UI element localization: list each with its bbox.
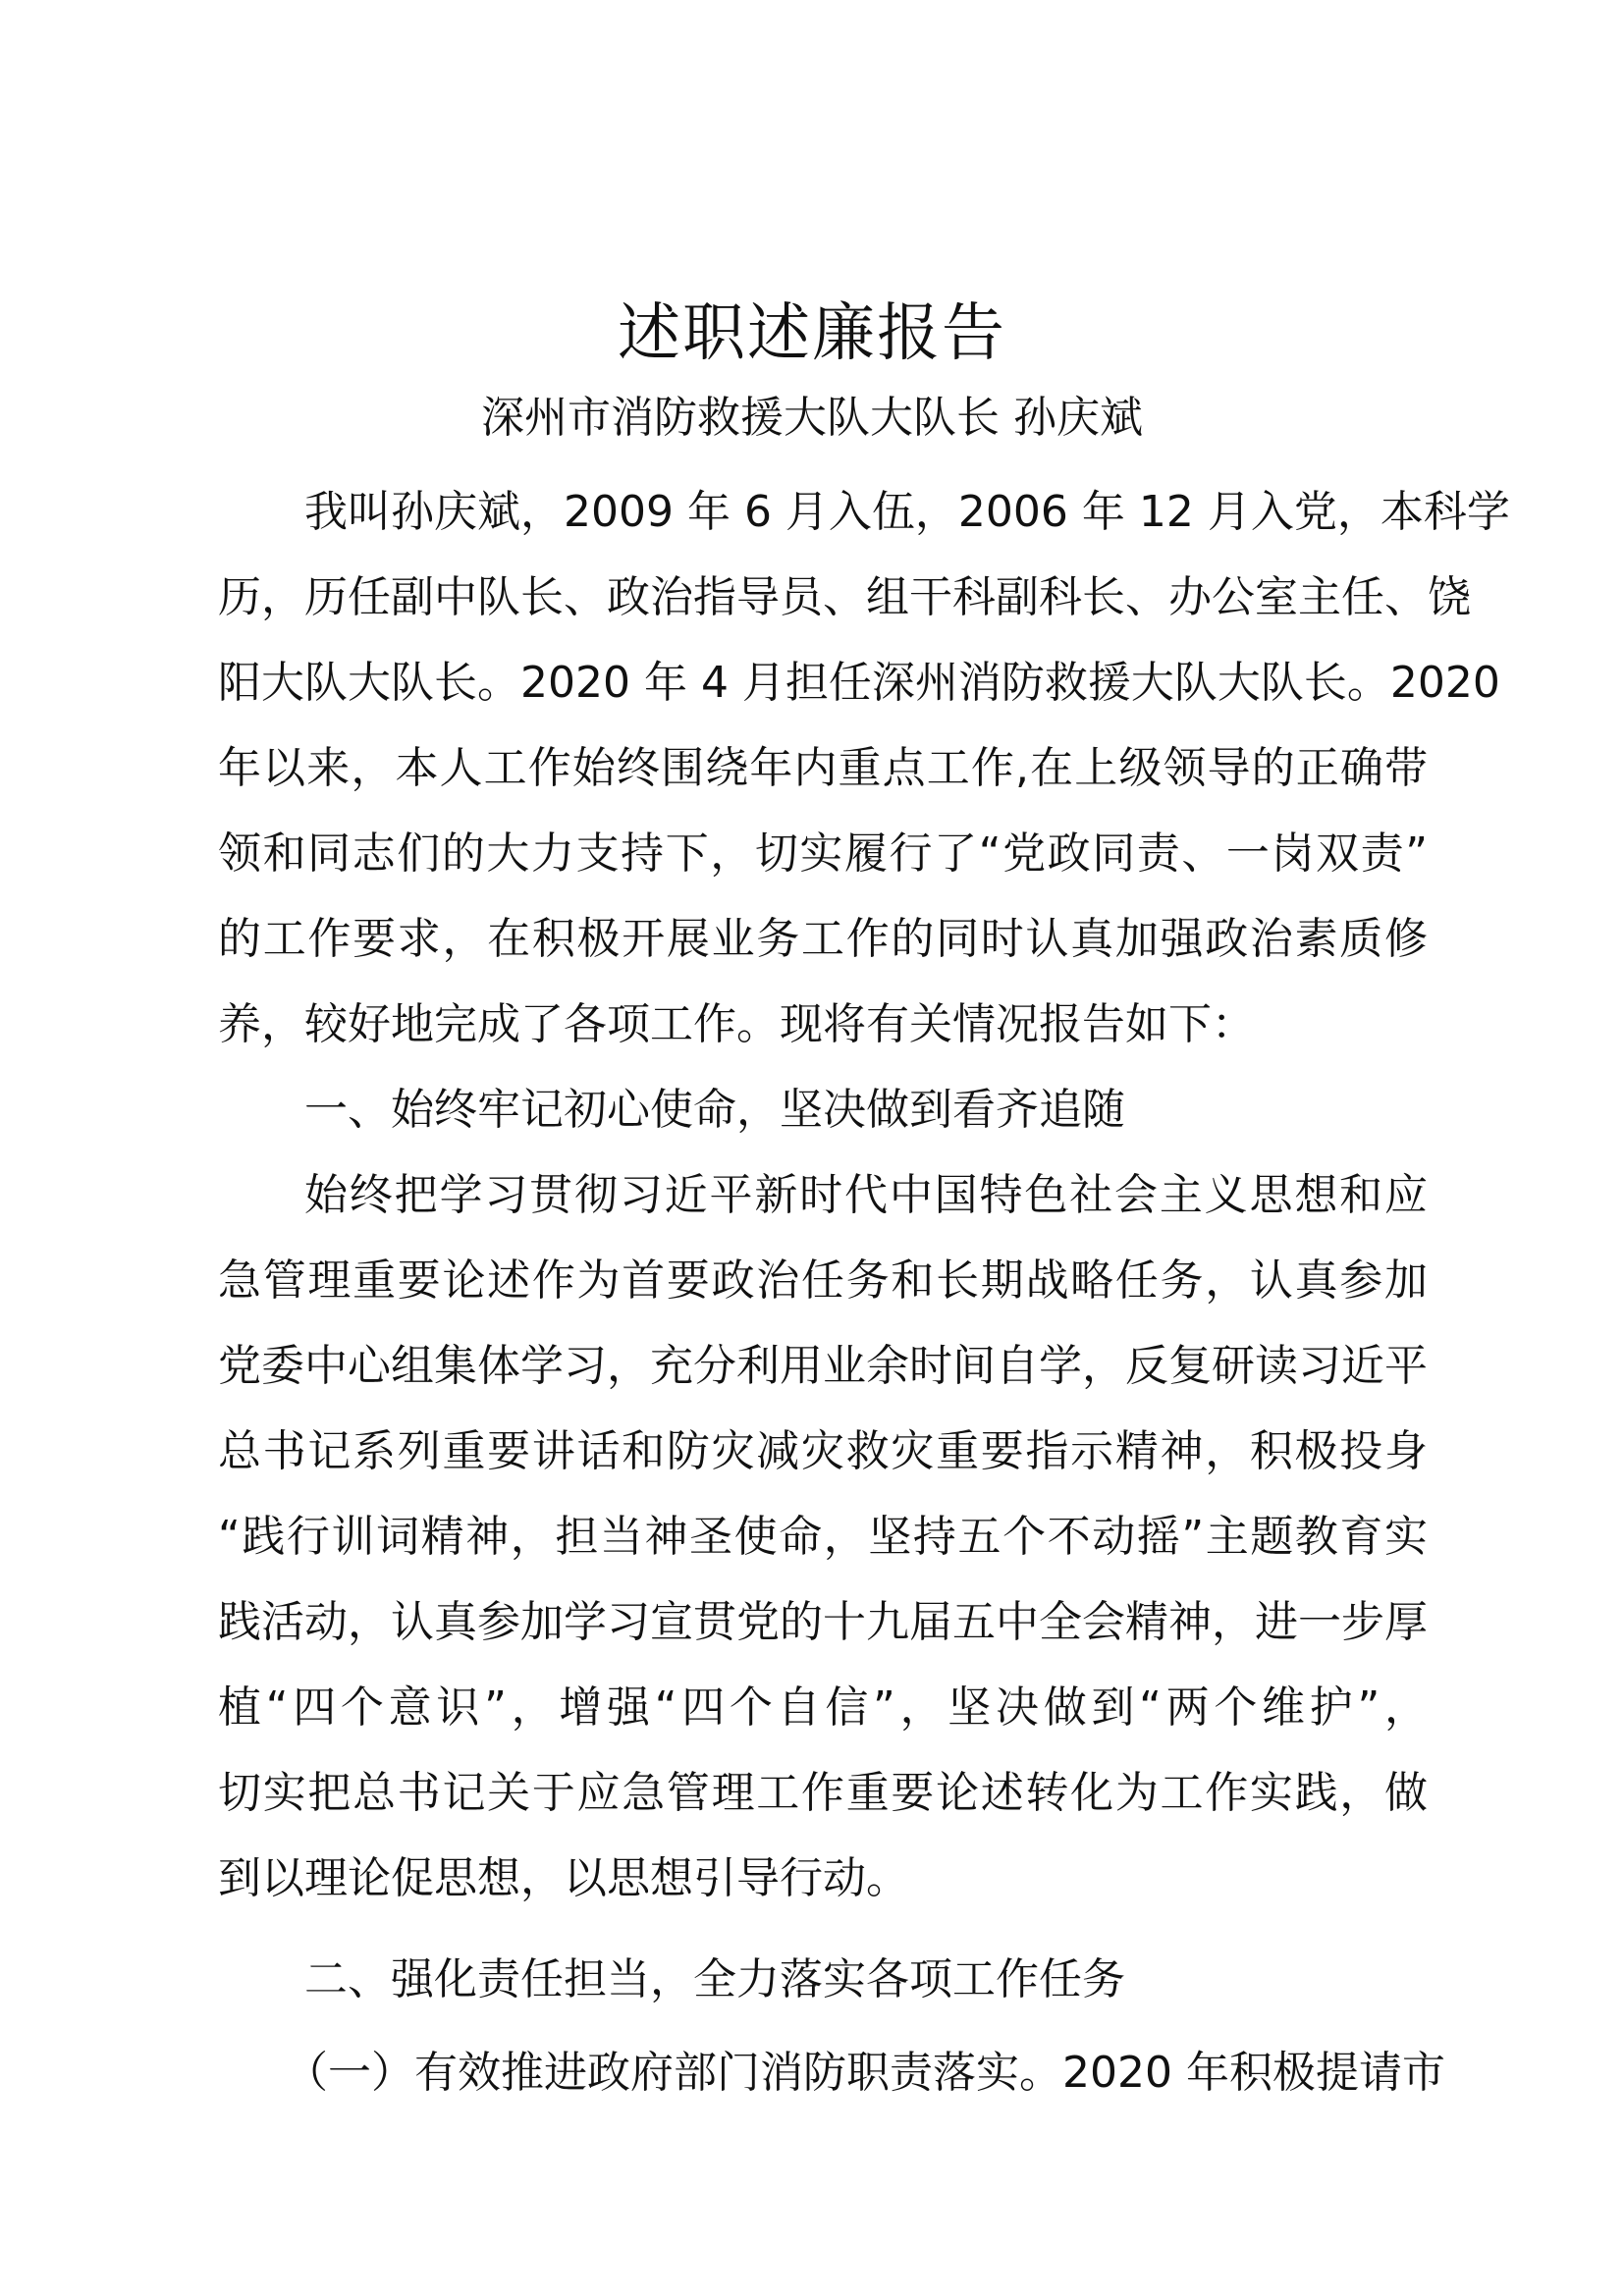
paragraph-line: 始终把学习贯彻习近平新时代中国特色社会主义思想和应 bbox=[304, 1170, 1428, 1220]
paragraph-line: “践行训词精神，担当神圣使命，坚持五个不动摇”主题教育实 bbox=[218, 1512, 1428, 1562]
document-subtitle: 深州市消防救援大队大队长 孙庆斌 bbox=[481, 393, 1143, 443]
paragraph-intro bbox=[218, 469, 1510, 1067]
paragraph-line: 切实把总书记关于应急管理工作重要论述转化为工作实践，做 bbox=[218, 1768, 1428, 1818]
paragraph-line: 急管理重要论述作为首要政治任务和长期战略任务，认真参加 bbox=[218, 1255, 1428, 1306]
paragraph-line: 党委中心组集体学习，充分利用业余时间自学，反复研读习近平 bbox=[218, 1341, 1428, 1391]
paragraph-line: 领和同志们的大力支持下，切实履行了“党政同责、一岗双责” bbox=[218, 828, 1428, 879]
paragraph-line: 践活动，认真参加学习宣贯党的十九届五中全会精神，进一步厚 bbox=[218, 1597, 1428, 1647]
paragraph-line: 阳大队大队长。2020 年 4 月担任深州消防救援大队大队长。2020 bbox=[218, 658, 1500, 708]
paragraph-line: （一）有效推进政府部门消防职责落实。2020 年积极提请市 bbox=[285, 2048, 1445, 2098]
paragraph-line: 养，较好地完成了各项工作。现将有关情况报告如下： bbox=[218, 999, 1255, 1049]
paragraph-line: 的工作要求，在积极开展业务工作的同时认真加强政治素质修 bbox=[218, 914, 1428, 964]
document-body bbox=[218, 469, 1510, 2115]
document-title: 述职述廉报告 bbox=[618, 297, 1006, 370]
paragraph-section-1 bbox=[218, 1152, 1428, 1921]
paragraph-line: 年以来，本人工作始终围绕年内重点工作,在上级领导的正确带 bbox=[218, 743, 1428, 793]
section-heading-1: 一、始终牢记初心使命，坚决做到看齐追随 bbox=[304, 1085, 1125, 1135]
paragraph-line: 总书记系列重要讲话和防灾减灾救灾重要指示精神，积极投身 bbox=[218, 1426, 1428, 1476]
paragraph-line: 历，历任副中队长、政治指导员、组干科副科长、办公室主任、饶 bbox=[218, 572, 1471, 622]
section-heading-2: 二、强化责任担当，全力落实各项工作任务 bbox=[304, 1954, 1125, 2004]
paragraph-line: 我叫孙庆斌，2009 年 6 月入伍，2006 年 12 月入党，本科学 bbox=[304, 487, 1510, 537]
paragraph-line: 植“四个意识”，增强“四个自信”，坚决做到“两个维护”， bbox=[218, 1682, 1428, 1733]
paragraph-line: 到以理论促思想，以思想引导行动。 bbox=[218, 1853, 909, 1903]
paragraph-section-2 bbox=[218, 2030, 1445, 2115]
